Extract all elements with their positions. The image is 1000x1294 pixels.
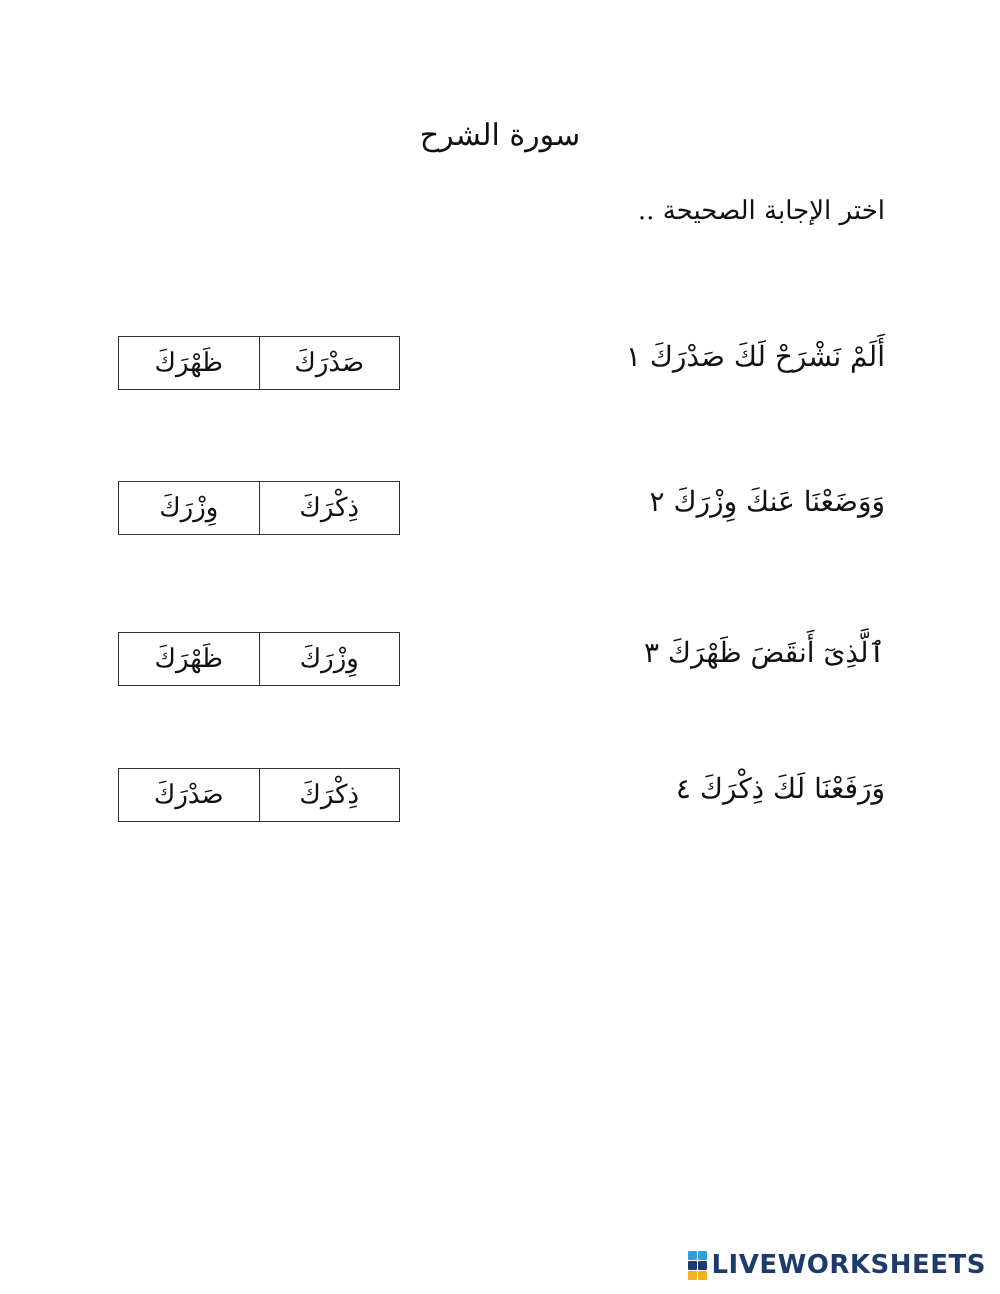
answer-option[interactable]: وِزْرَكَ <box>299 644 359 674</box>
question-1 <box>0 336 1000 396</box>
liveworksheets-brand <box>688 1250 986 1280</box>
verse-text: أَلَمْ نَشْرَحْ لَكَ صَدْرَكَ ١ <box>625 340 885 373</box>
answer-option[interactable]: صَدْرَكَ <box>294 348 365 378</box>
answer-option[interactable]: ظَهْرَكَ <box>119 633 260 685</box>
liveworksheets-logo-icon <box>688 1251 707 1280</box>
question-2 <box>0 481 1000 541</box>
question-3 <box>0 632 1000 692</box>
verse-text: ٱلَّذِىٓ أَنقَضَ ظَهْرَكَ ٣ <box>643 636 885 669</box>
verse-text: وَرَفَعْنَا لَكَ ذِكْرَكَ ٤ <box>675 772 885 805</box>
answer-option[interactable]: صَدْرَكَ <box>119 769 260 821</box>
answer-option[interactable]: ذِكْرَكَ <box>299 493 360 523</box>
answer-options <box>118 481 400 535</box>
page-title: سورة الشرح <box>419 118 581 153</box>
answer-options <box>118 768 400 822</box>
answer-option[interactable]: وِزْرَكَ <box>119 482 260 534</box>
brand-name: LIVEWORKSHEETS <box>711 1250 986 1280</box>
question-4 <box>0 768 1000 828</box>
answer-options <box>118 336 400 390</box>
answer-option[interactable]: ذِكْرَكَ <box>299 780 360 810</box>
verse-text: وَوَضَعْنَا عَنكَ وِزْرَكَ ٢ <box>649 485 885 518</box>
instruction-text: اختر الإجابة الصحيحة .. <box>637 196 885 226</box>
answer-options <box>118 632 400 686</box>
answer-option[interactable]: ظَهْرَكَ <box>119 337 260 389</box>
